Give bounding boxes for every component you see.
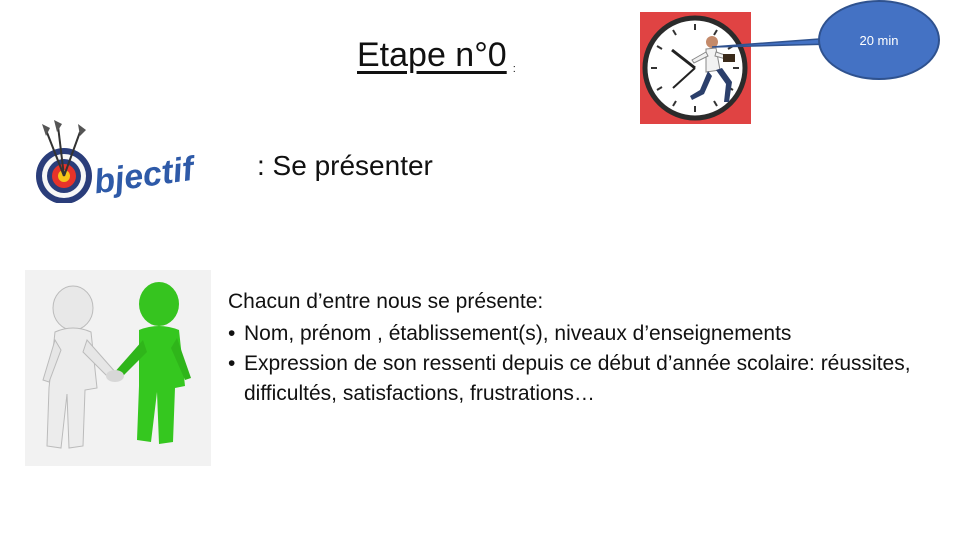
objectif-logo <box>24 118 204 203</box>
slide-title-text: Etape n°0 <box>357 36 507 74</box>
bullet-text: Expression de son ressenti depuis ce début d’année scolaire: réussites, difficultés, satisfactions, frustrations… <box>244 352 911 405</box>
bullet-item <box>228 349 948 409</box>
bullet-item <box>228 319 948 349</box>
objectif-logo-text: bjectif <box>91 149 197 202</box>
bullet-dot: • <box>228 322 236 345</box>
time-bubble <box>818 0 940 80</box>
bullet-dot: • <box>228 352 236 375</box>
slide-title-colon: : <box>512 63 516 75</box>
handshake-icon <box>25 270 211 466</box>
time-label: 20 min <box>859 32 899 48</box>
slide-title <box>357 36 516 75</box>
intro-line: Chacun d’entre nous se présente: <box>228 290 544 313</box>
content-block <box>228 287 948 409</box>
target-icon <box>36 120 92 203</box>
clock-illustration <box>640 12 751 124</box>
clock-icon <box>640 12 751 124</box>
bullet-text: Nom, prénom , établissement(s), niveaux d’enseignements <box>244 322 792 345</box>
handshake-illustration <box>25 270 211 466</box>
bullet-list <box>228 319 948 409</box>
objective-text: : Se présenter <box>257 150 433 181</box>
